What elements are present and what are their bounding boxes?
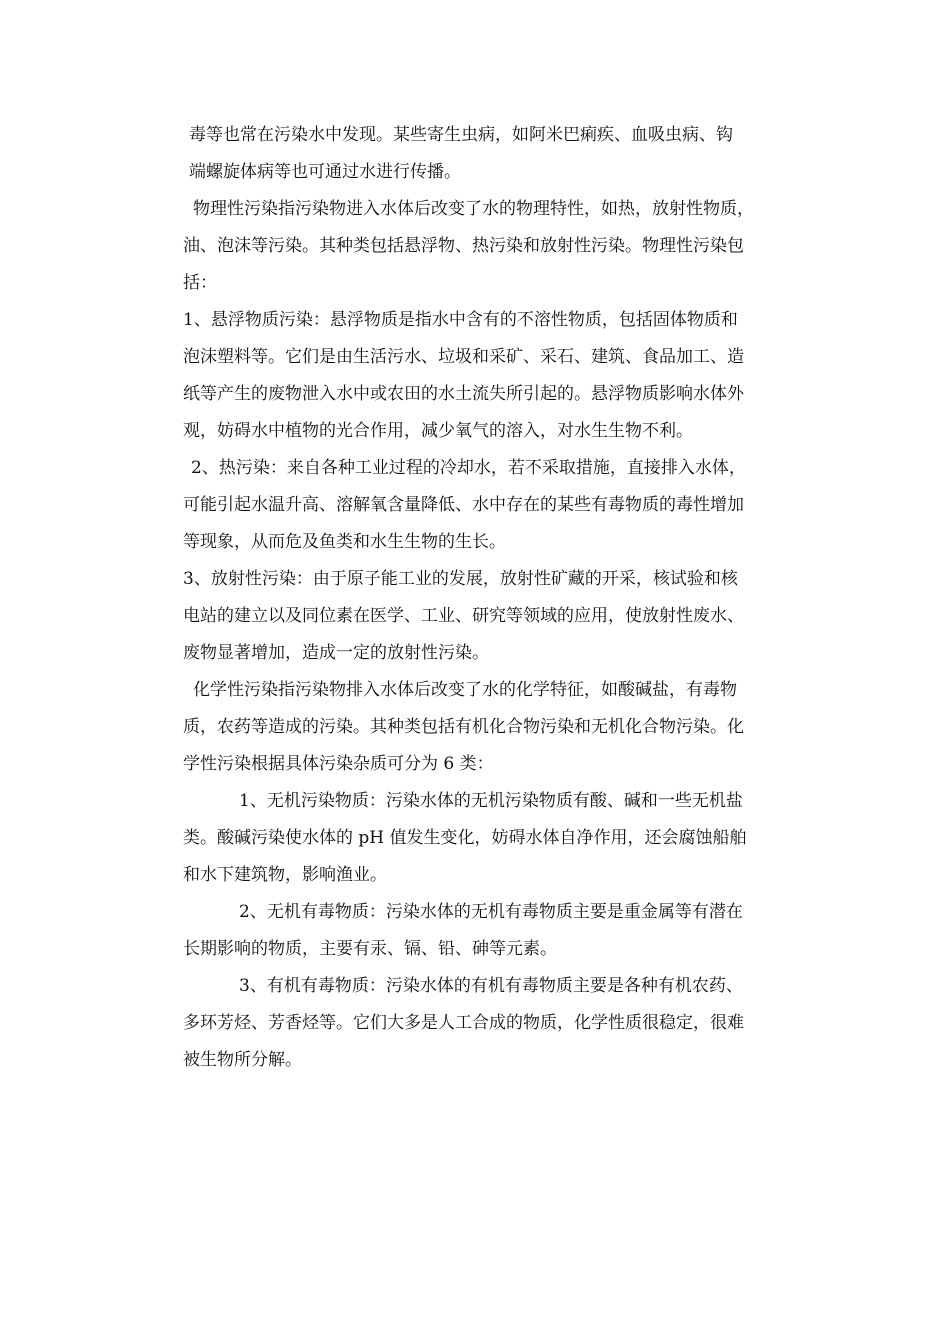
text-line: 和水下建筑物，影响渔业。	[183, 865, 387, 885]
text-line: 电站的建立以及同位素在医学、工业、研究等领域的应用，使放射性废水、	[183, 606, 744, 626]
text-line: 3、放射性污染：由于原子能工业的发展，放射性矿藏的开采，核试验和核	[183, 569, 738, 589]
text-line: 2、无机有毒物质：污染水体的无机有毒物质主要是重金属等有潜在	[239, 902, 743, 922]
text-line: 被生物所分解。	[183, 1050, 302, 1070]
text-line: 2、热污染：来自各种工业过程的冷却水，若不采取措施，直接排入水体，	[191, 458, 746, 478]
text-line: 毒等也常在污染水中发现。某些寄生虫病，如阿米巴痢疾、血吸虫病、钩	[189, 125, 733, 145]
document-body	[183, 117, 813, 1079]
text-line: 端螺旋体病等也可通过水进行传播。	[189, 162, 461, 182]
text-line: 油、泡沫等污染。其种类包括悬浮物、热污染和放射性污染。物理性污染包	[183, 236, 744, 256]
text-line: 观，妨碍水中植物的光合作用，减少氧气的溶入，对水生生物不利。	[183, 421, 693, 441]
text-line: 可能引起水温升高、溶解氧含量降低、水中存在的某些有毒物质的毒性增加	[183, 495, 744, 515]
text-line: 括：	[183, 273, 217, 293]
text-line: 学性污染根据具体污染杂质可分为 6 类：	[183, 754, 494, 774]
text-line: 3、有机有毒物质：污染水体的有机有毒物质主要是各种有机农药、	[239, 976, 743, 996]
text-line: 1、无机污染物质：污染水体的无机污染物质有酸、碱和一些无机盐	[239, 791, 743, 811]
text-line: 物理性污染指污染物进入水体后改变了水的物理特性，如热，放射性物质，	[193, 199, 754, 219]
text-line: 1、悬浮物质污染：悬浮物质是指水中含有的不溶性物质，包括固体物质和	[183, 310, 738, 330]
text-line: 化学性污染指污染物排入水体后改变了水的化学特征，如酸碱盐，有毒物	[193, 680, 737, 700]
text-line: 纸等产生的废物泄入水中或农田的水土流失所引起的。悬浮物质影响水体外	[183, 384, 744, 404]
text-line: 类。酸碱污染使水体的 pH 值发生变化，妨碍水体自净作用，还会腐蚀船舶	[183, 828, 747, 848]
text-line: 等现象，从而危及鱼类和水生生物的生长。	[183, 532, 506, 552]
text-line: 多环芳烃、芳香烃等。它们大多是人工合成的物质，化学性质很稳定，很难	[183, 1013, 744, 1033]
text-line: 泡沫塑料等。它们是由生活污水、垃圾和采矿、采石、建筑、食品加工、造	[183, 347, 744, 367]
text-line: 长期影响的物质，主要有汞、镉、铅、砷等元素。	[183, 939, 557, 959]
text-line: 废物显著增加，造成一定的放射性污染。	[183, 643, 489, 663]
text-line: 质，农药等造成的污染。其种类包括有机化合物污染和无机化合物污染。化	[183, 717, 744, 737]
